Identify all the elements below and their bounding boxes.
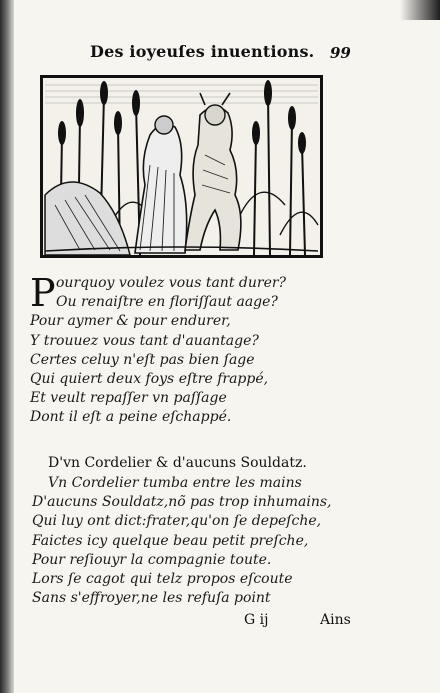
scan-corner-shadow <box>400 0 440 20</box>
page-number: 99 <box>330 44 351 62</box>
verse-line: Pour reſiouyr la compagnie toute. <box>32 551 272 568</box>
woodcut-satyr-image <box>40 75 323 258</box>
page-gutter-shadow <box>0 0 14 693</box>
poem-stanza <box>30 271 360 428</box>
verse-line: Lors ſe cagot qui telz propos eſcoute <box>32 571 293 588</box>
verse-paragraph <box>32 474 372 608</box>
running-head: Des ioyeuſes inuentions. <box>90 42 315 61</box>
poem-line: Dont il eſt a peine eſchappé. <box>30 409 232 426</box>
signature-mark: G ij <box>244 612 269 628</box>
verse-line: Vn Cordelier tumba entre les mains <box>48 475 302 491</box>
poem-line: Ou renaiſtre en floriſſaut aage? <box>56 294 278 311</box>
section-heading: D'vn Cordelier & d'aucuns Souldatz. <box>48 455 307 471</box>
poem-line: Certes celuy n'eſt pas bien ſage <box>30 351 255 368</box>
drop-cap-letter: P <box>30 271 56 315</box>
verse-line: D'aucuns Souldatz,nõ pas trop inhumains, <box>32 494 332 511</box>
catchword: Ains <box>320 612 351 628</box>
poem-opening <box>30 271 360 315</box>
poem-line: Qui quiert deux foys eſtre frappé, <box>30 371 269 388</box>
verse-line: Qui luy ont dict:frater,qu'on ſe depeſche, <box>32 513 322 530</box>
verse-line: Sans s'effroyer,ne les refuſa point <box>32 590 271 607</box>
woodcut-illustration <box>40 75 323 258</box>
verse-line: Faictes icy quelque beau petit preſche, <box>32 532 309 549</box>
poem-line: Et veult repaſſer vn paſſage <box>30 390 227 407</box>
poem-line: ourquoy voulez vous tant durer? <box>56 275 287 291</box>
poem-line: Pour aymer & pour endurer, <box>30 313 231 330</box>
poem-line: Y trouuez vous tant d'auantage? <box>30 332 259 349</box>
